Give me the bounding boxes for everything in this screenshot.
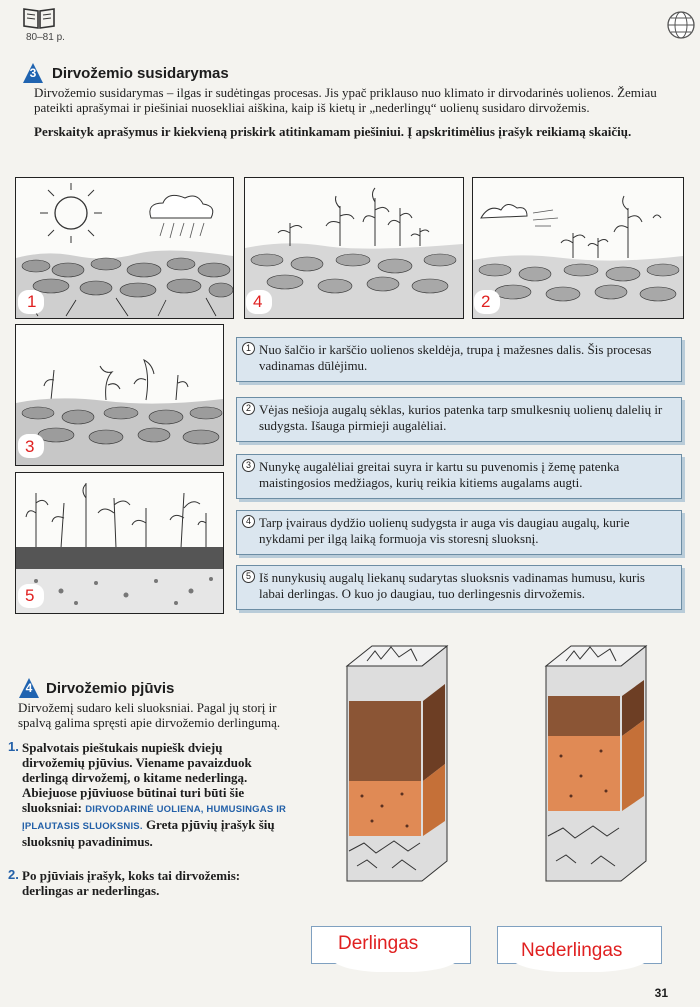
- section-3-number: 3: [29, 66, 37, 80]
- description-text: Vėjas nešioja augalų sėklas, kurios patenka tarp smulkesnių uolienų dalelių ir sudygsta. Išauga pirmieji augalėliai.: [259, 402, 663, 433]
- description-text: Nunykę augalėliai greitai suyra ir kartu su puvenomis į žemę patenka maistingosios medžiagos, kurių reikia kitiems augalams augti.: [259, 459, 620, 490]
- section-3-task: Perskaityk aprašymus ir kiekvieną priskirk atitinkamam piešiniui. Į apskritimėlius įrašyk reikiamą skaičių.: [34, 124, 632, 139]
- task-2-number: 2.: [8, 867, 19, 882]
- description-number: 5: [242, 570, 255, 583]
- picture-3-answer: 2: [481, 292, 491, 311]
- picture-1-answer: 1: [27, 292, 37, 311]
- globe-icon: [666, 10, 696, 40]
- soil-profile-infertile: [536, 636, 656, 896]
- description-card-2: [236, 397, 682, 442]
- section-3-intro: Dirvožemio susidarymas – ilgas ir sudėtingas procesas. Jis ypač priklauso nuo klimato ir dirvodarinės uolienos. Žemiau pateikti aprašymai ir piešiniai nuosekliai aiškina, kaip iš kietų ir „nederlingų“ uolienų susidaro dirvožemis.: [34, 85, 657, 115]
- description-text: Iš nunykusių augalų liekanų sudarytas sluoksnis vadinamas humusu, kuris labai derlingas. O kuo jo daugiau, tuo derlingesnis dirvožemis.: [259, 570, 645, 601]
- description-number: 4: [242, 515, 255, 528]
- section-4-number: 4: [25, 681, 33, 695]
- description-text: Nuo šalčio ir karščio uolienos skeldėja, trupa į mažesnes dalis. Šis procesas vadinamas dūlėjimu.: [259, 342, 652, 373]
- description-number: 2: [242, 402, 255, 415]
- section-4-intro: Dirvožemį sudaro keli sluoksniai. Pagal jų storį ir spalvą galima spręsti apie dirvožemio derlingumą.: [18, 700, 281, 730]
- picture-weathering: [15, 177, 234, 319]
- picture-decaying-plants: [15, 324, 224, 466]
- soil-profile-fertile: [337, 636, 457, 896]
- description-number: 1: [242, 342, 255, 355]
- book-icon: [22, 6, 56, 30]
- task-1-number: 1.: [8, 739, 19, 754]
- answer-fertile: Derlingas: [338, 933, 419, 954]
- picture-2-answer: 4: [253, 292, 263, 311]
- picture-wind-seeds: [472, 177, 684, 319]
- picture-humus-layer: [15, 472, 224, 614]
- layer-names: DIRVODARINĖ UOLIENA, HUMUSINGAS IR ĮPLAUTASIS SLUOKSNIS.: [22, 804, 287, 832]
- picture-4-answer: 3: [25, 437, 35, 456]
- description-card-4: [236, 510, 682, 555]
- description-card-1: [236, 337, 682, 382]
- section-3-title: Dirvožemio susidarymas: [52, 65, 229, 82]
- description-text: Tarp įvairaus dydžio uolienų sudygsta ir auga vis daugiau augalų, kurie nykdami per ilgą laiką formuoja vis storesnį sluoksnį.: [259, 515, 630, 546]
- description-number: 3: [242, 459, 255, 472]
- section-4-title: Dirvožemio pjūvis: [46, 680, 175, 697]
- description-card-3: [236, 454, 682, 499]
- page-reference: 80–81 p.: [26, 32, 65, 43]
- task-1-text: Spalvotais pieštukais nupiešk dviejų dirvožemių pjūvius. Viename pavaizduok derlingą dirvožemį, o kitame nederlingą. Abiejuose pjūviuose būtinai turi būti šie sluoksniai: DIRVODARINĖ UOLIENA, HUMUSINGAS IR ĮPLAUTASIS SLUOKSNIS. Greta pjūvių įrašyk šių sluoksnių pavadinimus.: [22, 740, 287, 849]
- picture-5-answer: 5: [25, 586, 35, 605]
- answer-infertile: Nederlingas: [521, 940, 623, 961]
- page-number: 31: [654, 986, 668, 1000]
- page-header: [0, 0, 700, 46]
- description-card-5: [236, 565, 682, 610]
- task-2-text: Po pjūviais įrašyk, koks tai dirvožemis: derlingas ar nederlingas.: [22, 868, 241, 898]
- picture-growing-plants: [244, 177, 464, 319]
